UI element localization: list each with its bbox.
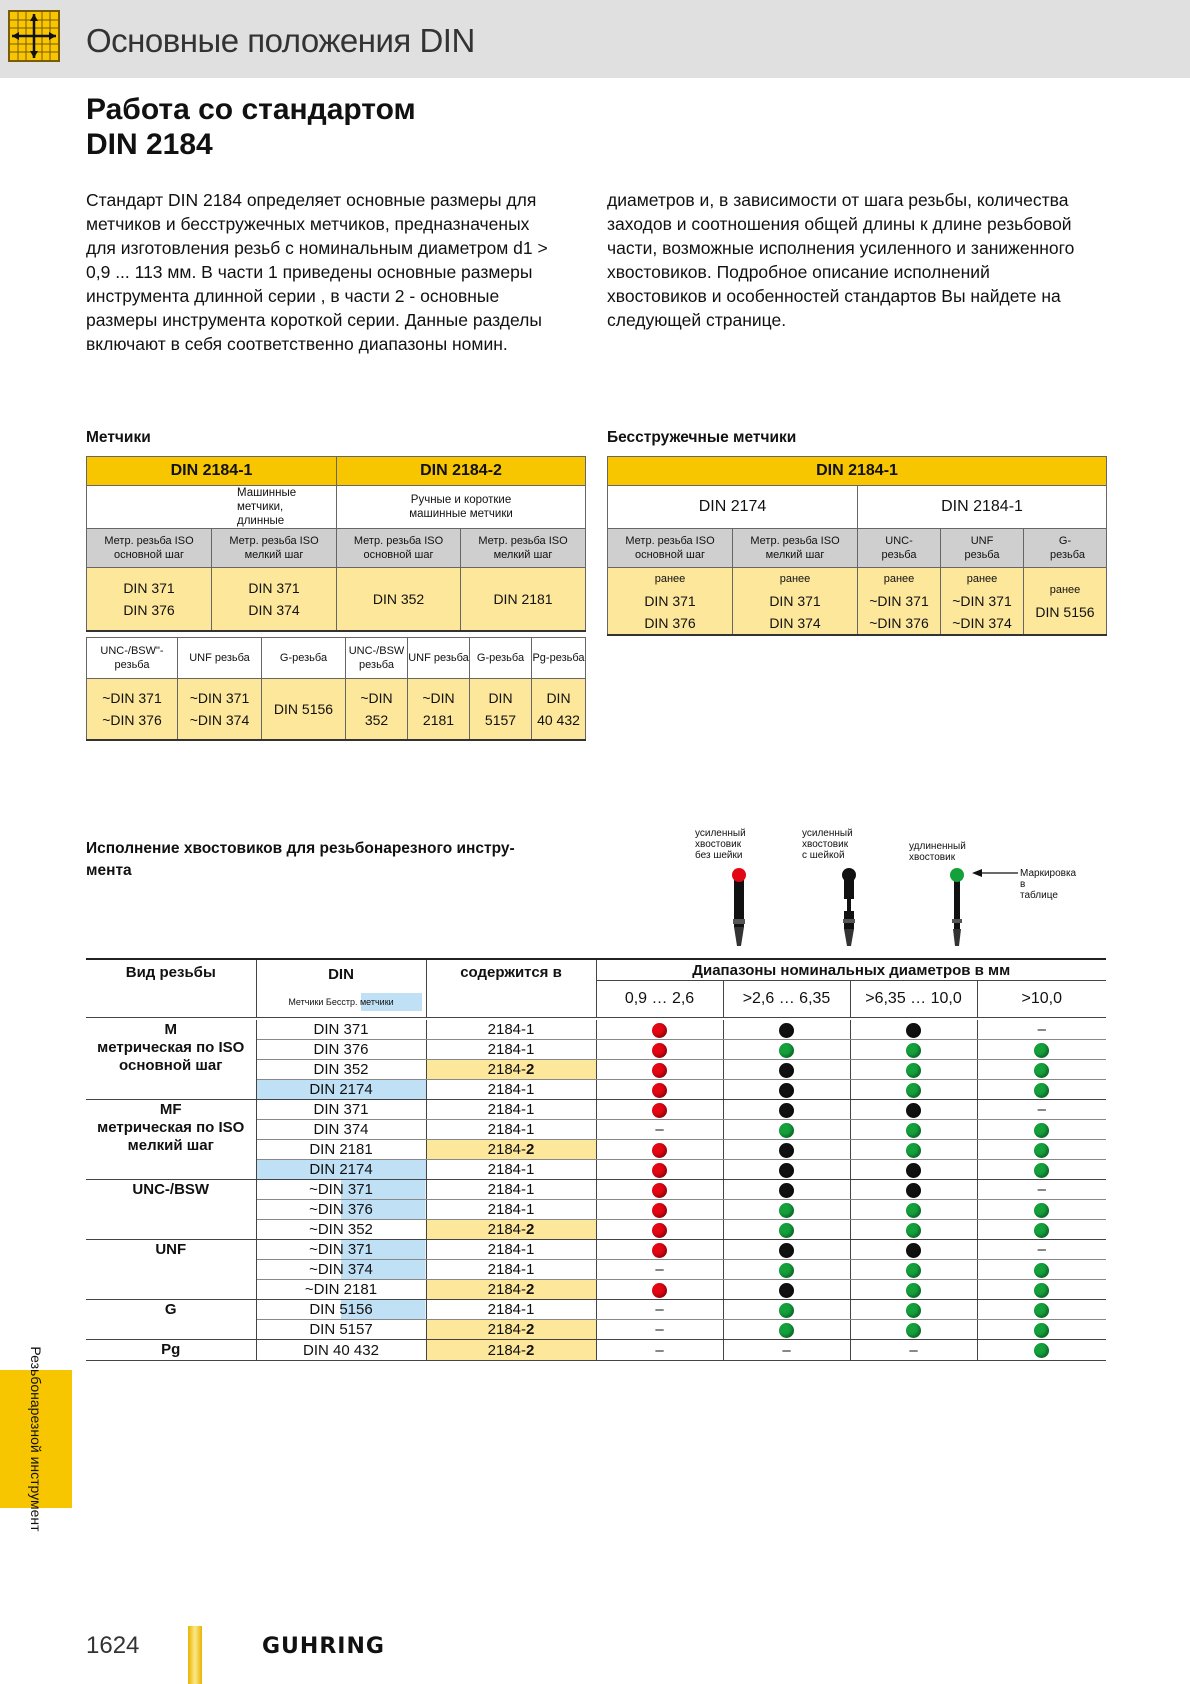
green-dot-icon: [1034, 1323, 1049, 1338]
marking-arrow-icon: [970, 868, 1020, 878]
black-dot-icon: [906, 1103, 921, 1118]
contained-in-cell: 2184-1: [426, 1040, 596, 1060]
marker-cell: [596, 1220, 723, 1240]
marker-cell: [850, 1160, 977, 1180]
marker-cell: [850, 1240, 977, 1260]
thread-kind: G: [86, 1300, 256, 1340]
na-dash: –: [723, 1340, 850, 1361]
na-dash: –: [850, 1340, 977, 1361]
marking-label: Маркировка в таблице: [1020, 868, 1077, 901]
thread-kind: MF метрическая по ISO мелкий шаг: [86, 1100, 256, 1180]
marker-cell: [723, 1100, 850, 1120]
green-dot-icon: [1034, 1343, 1049, 1358]
green-dot-icon: [906, 1123, 921, 1138]
green-dot-icon: [779, 1223, 794, 1238]
na-dash: –: [596, 1300, 723, 1320]
red-dot-icon: [652, 1023, 667, 1038]
green-dot-icon: [1034, 1263, 1049, 1278]
table-row: [86, 1240, 1106, 1260]
na-dash: –: [977, 1020, 1106, 1040]
marker-cell: [723, 1060, 850, 1080]
range-header: >2,6 … 6,35: [723, 981, 850, 1018]
contained-in-cell: 2184-1: [426, 1160, 596, 1180]
din-cell: DIN 371: [256, 1100, 426, 1120]
contained-in-cell: 2184-1: [426, 1120, 596, 1140]
table-row: [86, 1300, 1106, 1320]
taps-table: DIN 2184-1 DIN 2184-2 Машинные метчики, длинные Ручные и короткие машинные метчики Метр. резьба ISO основной шаг Метр. резьба ISO мелкий шаг Метр. резьба ISO основной шаг Метр. резьба ISO мелкий шаг DIN 371 DIN 376 DIN 371 DIN 374 DIN 352 DIN 2181: [86, 456, 586, 632]
green-dot-icon: [1034, 1143, 1049, 1158]
contained-in-cell: 2184-2: [426, 1320, 596, 1340]
marker-cell: [723, 1180, 850, 1200]
marker-cell: [596, 1020, 723, 1040]
green-dot-icon: [906, 1223, 921, 1238]
contained-in-cell: 2184-1: [426, 1100, 596, 1120]
page-header: [0, 0, 1190, 78]
marker-cell: [723, 1160, 850, 1180]
side-tab: Резьбонарезной инструмент: [0, 1370, 72, 1508]
contained-in-cell: 2184-1: [426, 1240, 596, 1260]
black-dot-icon: [906, 1243, 921, 1258]
din-cell: ~DIN 2181: [256, 1280, 426, 1300]
taps-table-lower: UNC-/BSW"-резьба UNF резьба G-резьба UNC-/BSW резьба UNF резьба G-резьба Pg-резьба ~DIN 371 ~DIN 376 ~DIN 371 ~DIN 374 DIN 5156 ~DIN 352 ~DIN 2181 DIN 5157 DIN 40 432: [86, 637, 586, 741]
marker-cell: [723, 1120, 850, 1140]
red-dot-icon: [652, 1203, 667, 1218]
shank-tool-2-icon: [834, 864, 864, 946]
shank-type-2-label: усиленный хвостовик с шейкой: [802, 828, 853, 861]
marker-cell: [596, 1040, 723, 1060]
marker-cell: [596, 1140, 723, 1160]
black-dot-icon: [779, 1103, 794, 1118]
black-dot-icon: [906, 1023, 921, 1038]
red-dot-icon: [652, 1063, 667, 1078]
green-dot-icon: [779, 1043, 794, 1058]
din-cell: DIN 5156: [256, 1300, 426, 1320]
marker-cell: [977, 1340, 1106, 1361]
marker-cell: [977, 1280, 1106, 1300]
marker-cell: [723, 1260, 850, 1280]
black-dot-icon: [779, 1183, 794, 1198]
marker-cell: [977, 1260, 1106, 1280]
din-cell: DIN 352: [256, 1060, 426, 1080]
marker-cell: [596, 1160, 723, 1180]
marker-cell: [850, 1040, 977, 1060]
page-title: Работа со стандартом DIN 2184: [86, 93, 416, 161]
marker-cell: [850, 1100, 977, 1120]
black-dot-icon: [779, 1283, 794, 1298]
marker-cell: [977, 1160, 1106, 1180]
din-cell: ~DIN 376: [256, 1200, 426, 1220]
red-dot-icon: [652, 1223, 667, 1238]
na-dash: –: [977, 1240, 1106, 1260]
green-dot-icon: [906, 1063, 921, 1078]
black-dot-icon: [906, 1183, 921, 1198]
din-cell: DIN 5157: [256, 1320, 426, 1340]
table-row: [86, 1340, 1106, 1361]
intro-right: диаметров и, в зависимости от шага резьбы, количества заходов и соотношения общей длины к длине резьбовой части, возможные исполнения усиленного и заниженного хвостовиков. Подробное описание исполнений хвостовиков и особенностей стандартов Вы найдете на следующей странице.: [607, 190, 1075, 330]
red-dot-icon: [652, 1143, 667, 1158]
na-dash: –: [596, 1260, 723, 1280]
din-cell: DIN 376: [256, 1040, 426, 1060]
red-dot-icon: [652, 1283, 667, 1298]
col-header-din-sub: Метчики Бесстр. метчики: [261, 993, 422, 1011]
green-dot-icon: [906, 1143, 921, 1158]
brand-logo: GUHRING: [262, 1634, 385, 1659]
marker-cell: [850, 1140, 977, 1160]
shank-table: [86, 1020, 1106, 1361]
green-dot-icon: [906, 1303, 921, 1318]
red-dot-icon: [652, 1103, 667, 1118]
page-number: 1624: [86, 1632, 140, 1659]
marker-cell: [723, 1300, 850, 1320]
table-row: [86, 1180, 1106, 1200]
range-header: 0,9 … 2,6: [596, 981, 723, 1018]
din-cell: DIN 40 432: [256, 1340, 426, 1361]
marker-cell: [977, 1060, 1106, 1080]
na-dash: –: [596, 1340, 723, 1361]
marker-cell: [596, 1100, 723, 1120]
formers-table: DIN 2184-1 DIN 2174 DIN 2184-1 Метр. резьба ISO основной шаг Метр. резьба ISO мелкий шаг UNC-резьба UNF резьба G-резьба ранее DIN 371 DIN 376 ранее DIN 371 DIN 374 ранее ~DIN 371 ~DIN 376 ранее ~DIN 371 ~DIN 374 ранее DIN 5156: [607, 456, 1107, 636]
col-header-in: содержится в: [426, 959, 596, 1018]
green-dot-icon: [1034, 1063, 1049, 1078]
green-dot-icon: [906, 1043, 921, 1058]
black-dot-icon: [779, 1243, 794, 1258]
green-dot-icon: [1034, 1203, 1049, 1218]
green-dot-icon: [779, 1203, 794, 1218]
black-dot-icon: [779, 1063, 794, 1078]
marker-cell: [977, 1320, 1106, 1340]
formers-label: Бесстружечные метчики: [607, 429, 797, 446]
marker-cell: [596, 1280, 723, 1300]
green-dot-icon: [779, 1323, 794, 1338]
red-dot-icon: [652, 1083, 667, 1098]
thread-kind: UNF: [86, 1240, 256, 1300]
din-grid-icon: [8, 10, 60, 62]
marker-cell: [850, 1220, 977, 1240]
marker-cell: [723, 1020, 850, 1040]
green-dot-icon: [1034, 1123, 1049, 1138]
contained-in-cell: 2184-2: [426, 1220, 596, 1240]
marker-cell: [977, 1220, 1106, 1240]
col-header-kind: Вид резьбы: [86, 959, 256, 1018]
marker-cell: [977, 1200, 1106, 1220]
green-dot-icon: [1034, 1163, 1049, 1178]
shank-type-3-label: удлиненный хвостовик: [909, 841, 966, 863]
na-dash: –: [977, 1180, 1106, 1200]
green-dot-icon: [906, 1083, 921, 1098]
din-cell: ~DIN 371: [256, 1240, 426, 1260]
marker-cell: [723, 1040, 850, 1060]
marker-cell: [596, 1060, 723, 1080]
green-dot-icon: [906, 1283, 921, 1298]
green-dot-icon: [1034, 1043, 1049, 1058]
contained-in-cell: 2184-2: [426, 1340, 596, 1361]
marker-cell: [850, 1260, 977, 1280]
marker-cell: [977, 1300, 1106, 1320]
thread-kind: UNC-/BSW: [86, 1180, 256, 1240]
green-dot-icon: [1034, 1303, 1049, 1318]
marker-cell: [977, 1080, 1106, 1100]
col-header-ranges: Диапазоны номинальных диаметров в мм: [596, 959, 1106, 981]
intro-left: Стандарт DIN 2184 определяет основные размеры для метчиков и бесстружечных метчиков, предназначеных для изготовления резьб с номинальным диаметром d1 > 0,9 ... 113 мм. В части 1 приведены основные размеры инструмента длинной серии , в части 2 - основные размеры инструмента короткой серии. Данные разделы включают в себя соответственно диапазоны номин.: [86, 190, 548, 354]
table-row: [86, 1100, 1106, 1120]
black-dot-icon: [906, 1163, 921, 1178]
na-dash: –: [977, 1100, 1106, 1120]
contained-in-cell: 2184-1: [426, 1200, 596, 1220]
green-dot-icon: [779, 1123, 794, 1138]
na-dash: –: [596, 1320, 723, 1340]
shank-label: Исполнение хвостовиков для резьбонарезного инстру- мента: [86, 840, 515, 879]
red-dot-icon: [652, 1043, 667, 1058]
col-header-din: DIN: [328, 966, 354, 983]
contained-in-cell: 2184-1: [426, 1260, 596, 1280]
red-dot-icon: [652, 1183, 667, 1198]
contained-in-cell: 2184-2: [426, 1280, 596, 1300]
marker-cell: [977, 1120, 1106, 1140]
marker-cell: [850, 1180, 977, 1200]
marker-cell: [850, 1300, 977, 1320]
range-header: >6,35 … 10,0: [850, 981, 977, 1018]
marker-cell: [850, 1080, 977, 1100]
range-header: >10,0: [977, 981, 1106, 1018]
din-cell: DIN 2174: [256, 1080, 426, 1100]
din-cell: ~DIN 371: [256, 1180, 426, 1200]
marker-cell: [596, 1240, 723, 1260]
contained-in-cell: 2184-1: [426, 1180, 596, 1200]
footer-bar: [188, 1626, 202, 1684]
marker-cell: [850, 1020, 977, 1040]
contained-in-cell: 2184-1: [426, 1020, 596, 1040]
shank-type-1-label: усиленный хвостовик без шейки: [695, 828, 746, 861]
contained-in-cell: 2184-2: [426, 1060, 596, 1080]
marker-cell: [596, 1180, 723, 1200]
marker-cell: [723, 1200, 850, 1220]
shank-table-header: [86, 958, 1106, 1018]
header-title: Основные положения DIN: [86, 22, 475, 59]
thread-kind: Pg: [86, 1340, 256, 1361]
black-dot-icon: [779, 1083, 794, 1098]
thread-kind: M метрическая по ISO основной шаг: [86, 1020, 256, 1100]
marker-cell: [723, 1220, 850, 1240]
taps-label: Метчики: [86, 429, 151, 446]
marker-cell: [723, 1080, 850, 1100]
green-dot-icon: [906, 1203, 921, 1218]
marker-cell: [723, 1240, 850, 1260]
din-cell: DIN 2174: [256, 1160, 426, 1180]
shank-tool-1-icon: [724, 864, 754, 946]
red-dot-icon: [652, 1163, 667, 1178]
marker-cell: [723, 1320, 850, 1340]
marker-cell: [850, 1320, 977, 1340]
marker-cell: [596, 1200, 723, 1220]
shank-tool-3-icon: [942, 864, 972, 946]
green-dot-icon: [906, 1323, 921, 1338]
marker-cell: [977, 1140, 1106, 1160]
marker-cell: [596, 1080, 723, 1100]
green-dot-icon: [1034, 1283, 1049, 1298]
din-cell: DIN 371: [256, 1020, 426, 1040]
contained-in-cell: 2184-1: [426, 1080, 596, 1100]
marker-cell: [850, 1200, 977, 1220]
marker-cell: [723, 1140, 850, 1160]
black-dot-icon: [779, 1023, 794, 1038]
na-dash: –: [596, 1120, 723, 1140]
green-dot-icon: [779, 1263, 794, 1278]
black-dot-icon: [779, 1163, 794, 1178]
table-row: [86, 1020, 1106, 1040]
green-dot-icon: [1034, 1083, 1049, 1098]
marker-cell: [850, 1280, 977, 1300]
marker-cell: [850, 1060, 977, 1080]
marker-cell: [723, 1280, 850, 1300]
red-dot-icon: [652, 1243, 667, 1258]
contained-in-cell: 2184-2: [426, 1140, 596, 1160]
din-cell: ~DIN 352: [256, 1220, 426, 1240]
marker-cell: [977, 1040, 1106, 1060]
green-dot-icon: [779, 1303, 794, 1318]
green-dot-icon: [906, 1263, 921, 1278]
marker-cell: [850, 1120, 977, 1140]
black-dot-icon: [779, 1143, 794, 1158]
din-cell: DIN 2181: [256, 1140, 426, 1160]
din-cell: DIN 374: [256, 1120, 426, 1140]
din-cell: ~DIN 374: [256, 1260, 426, 1280]
green-dot-icon: [1034, 1223, 1049, 1238]
contained-in-cell: 2184-1: [426, 1300, 596, 1320]
